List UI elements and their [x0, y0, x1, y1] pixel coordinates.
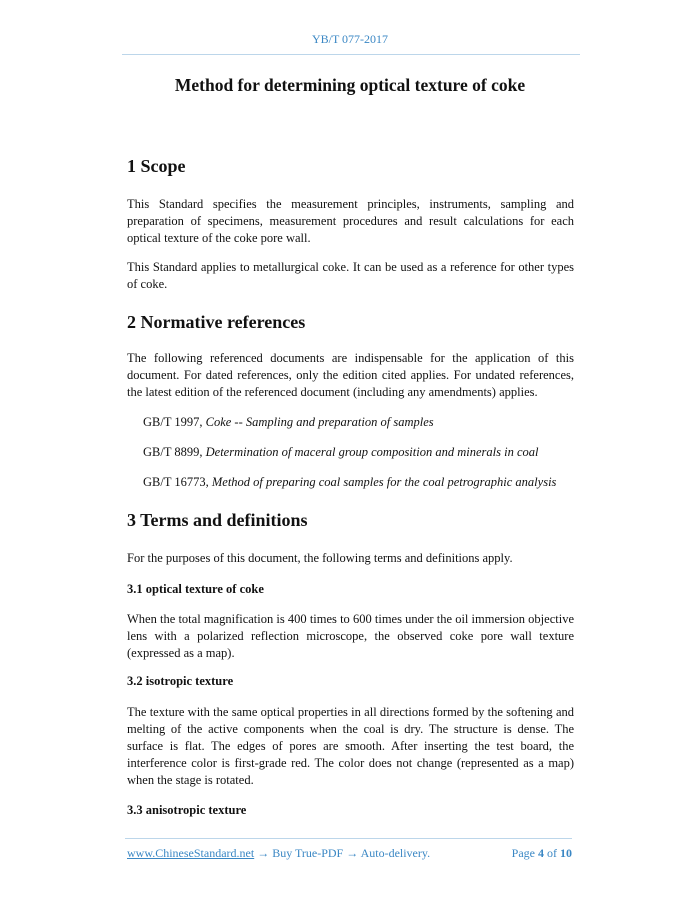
- term-heading-3-2: 3.2 isotropic texture: [127, 674, 234, 688]
- of-label: of: [544, 846, 560, 860]
- reference-item: [143, 475, 556, 490]
- scope-paragraph-1: This Standard specifies the measurement principles, instruments, sampling and preparation of specimens, measurement procedures and result calculations for each optical texture of the coke pore wall.: [127, 197, 574, 245]
- term-definition-3-2: The texture with the same optical properties in all directions formed by the softening and melting of the active components when the coal is dry. The structure is dense. The surface is flat. The edges of pores are smooth. After inserting the test board, the interference color is first-grade red. The color does not change (represented as a map) when the stage is rotated.: [127, 705, 574, 787]
- header-doc-code: YB/T 077-2017: [311, 32, 389, 46]
- footer-promo: [127, 846, 430, 861]
- current-page: 4: [538, 846, 544, 860]
- reference-code: GB/T 16773,: [143, 475, 212, 489]
- header-divider: [122, 54, 580, 55]
- section-heading-normative: 2 Normative references: [127, 312, 306, 332]
- section-heading-terms: 3 Terms and definitions: [127, 510, 308, 530]
- document-title: Method for determining optical texture of coke: [174, 75, 526, 95]
- page-number: [497, 846, 572, 861]
- term-definition-3-1: When the total magnification is 400 times to 600 times under the oil immersion objective lens with a polarized reflection microscope, the observed coke pore wall texture (expressed as a map).: [127, 612, 574, 660]
- reference-code: GB/T 1997,: [143, 415, 206, 429]
- footer-website-link[interactable]: www.ChineseStandard.net: [127, 846, 255, 860]
- total-pages: 10: [560, 846, 572, 860]
- page-label: Page: [511, 846, 538, 860]
- footer-promo-text: → Buy True-PDF → Auto-delivery.: [254, 846, 431, 860]
- section-heading-scope: 1 Scope: [127, 156, 186, 176]
- reference-title: Coke -- Sampling and preparation of samples: [205, 415, 434, 429]
- footer-divider: [125, 838, 572, 839]
- scope-paragraph-2: This Standard applies to metallurgical coke. It can be used as a reference for other types of coke.: [127, 260, 574, 291]
- terms-paragraph: For the purposes of this document, the following terms and definitions apply.: [127, 551, 513, 565]
- term-heading-3-1: 3.1 optical texture of coke: [127, 582, 264, 596]
- reference-code: GB/T 8899,: [143, 445, 206, 459]
- reference-title: Method of preparing coal samples for the coal petrographic analysis: [211, 475, 557, 489]
- normative-paragraph: The following referenced documents are indispensable for the application of this document. For dated references, only the edition cited applies. For undated references, the latest edition of the referenced document (including any amendments) applies.: [127, 351, 574, 399]
- reference-item: [143, 415, 434, 430]
- term-heading-3-3: 3.3 anisotropic texture: [127, 803, 247, 817]
- reference-item: [143, 445, 538, 460]
- reference-title: Determination of maceral group composition and minerals in coal: [205, 445, 539, 459]
